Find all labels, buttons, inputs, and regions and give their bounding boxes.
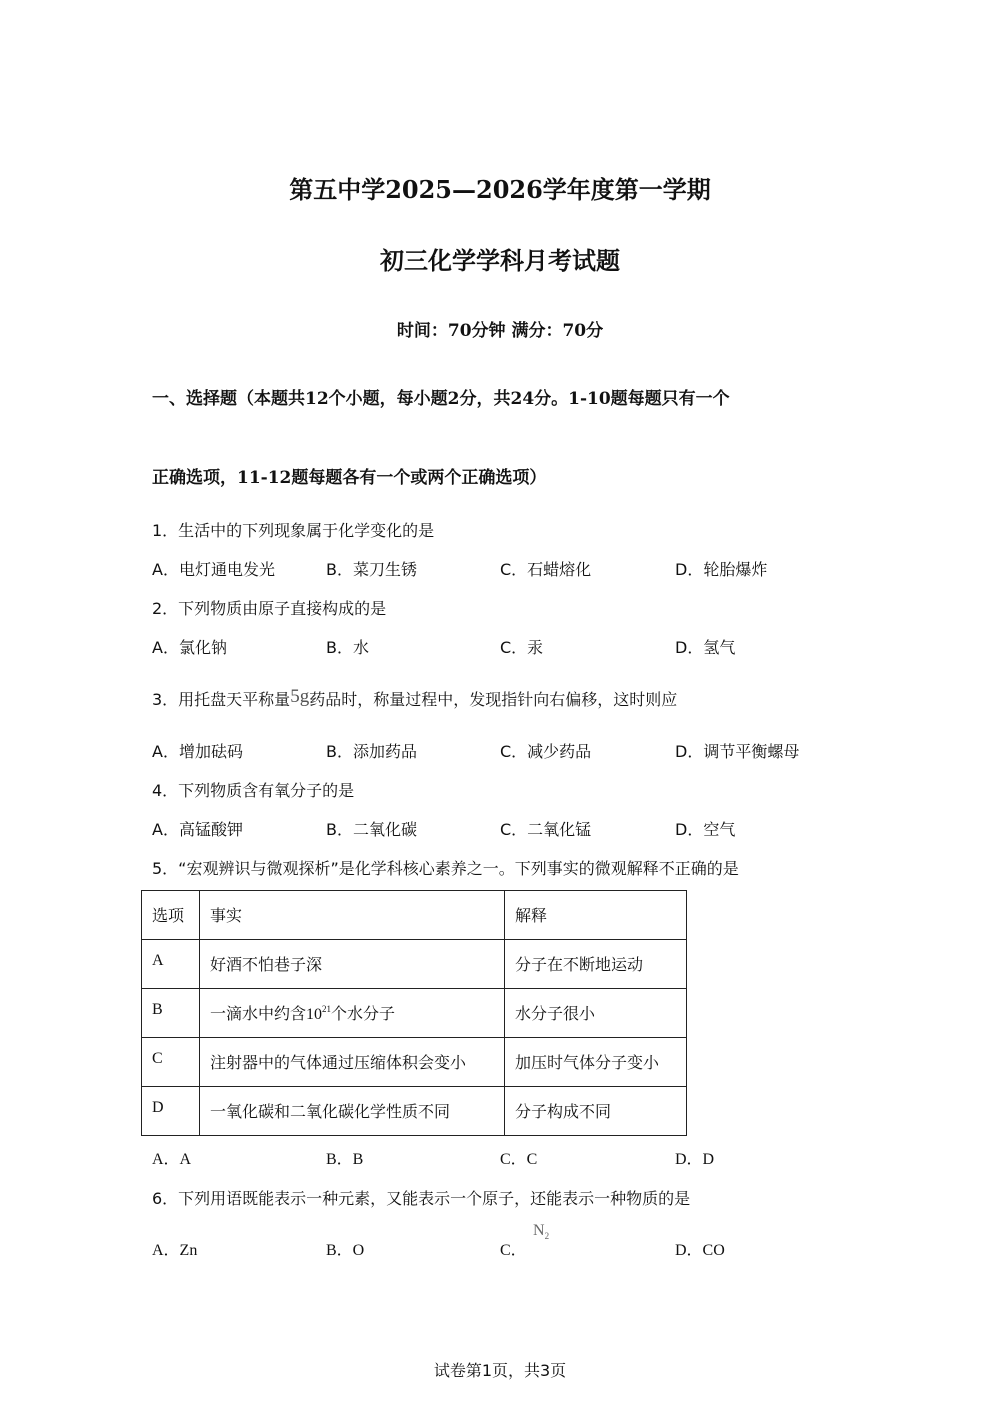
table-header-option: 选项 — [142, 891, 200, 940]
question-4-stem: 4．下列物质含有氧分子的是 — [152, 781, 355, 800]
question-5-option-b: B．B — [326, 1151, 364, 1168]
table-cell-explain: 加压时气体分子变小 — [505, 1038, 687, 1087]
fact-power-exponent: 21 — [322, 1004, 332, 1014]
formula-base: N — [533, 1222, 545, 1239]
table-header-fact: 事实 — [200, 891, 505, 940]
question-1-option-d: D．轮胎爆炸 — [675, 560, 768, 579]
question-3-option-b: B．添加药品 — [326, 742, 417, 761]
question-6-option-a: A．Zn — [152, 1242, 198, 1259]
formula-subscript: 2 — [544, 1231, 550, 1242]
question-6-option-c: C． — [500, 1242, 527, 1259]
question-6-option-d: D．CO — [675, 1242, 725, 1259]
table-cell-option: C — [142, 1038, 200, 1087]
question-3-option-d: D．调节平衡螺母 — [675, 742, 800, 761]
table-cell-option: B — [142, 989, 200, 1038]
question-2-option-c: C．汞 — [500, 638, 544, 657]
question-3-option-c: C．减少药品 — [500, 742, 592, 761]
table-cell-option: D — [142, 1087, 200, 1136]
exam-time-info: 时间：70分钟 满分：70分 — [396, 321, 604, 341]
question-3-formula: 5g — [290, 686, 310, 707]
question-5-stem: 5．“宏观辨识与微观探析”是化学科核心素养之一。下列事实的微观解释不正确的是 — [152, 859, 739, 878]
question-6-option-b: B．O — [326, 1242, 365, 1259]
fact-text-after: 个水分子 — [331, 1004, 396, 1023]
question-2-stem: 2．下列物质由原子直接构成的是 — [152, 599, 387, 618]
question-5-option-d: D．D — [675, 1151, 715, 1168]
question-5-option-c: C．C — [500, 1151, 538, 1168]
question-5-option-a: A．A — [152, 1151, 192, 1168]
table-cell-option: A — [142, 940, 200, 989]
question-1-option-a: A．电灯通电发光 — [152, 560, 275, 579]
question-2-option-b: B．水 — [326, 638, 369, 657]
question-1-option-c: C．石蜡熔化 — [500, 560, 592, 579]
page-footer: 试卷第1页，共3页 — [433, 1361, 567, 1380]
section-heading-line1: 一、选择题（本题共12个小题，每小题2分，共24分。1-10题每题只有一个 — [152, 389, 730, 409]
question-3-stem-before: 3．用托盘天平称量 — [152, 690, 291, 709]
question-1-stem: 1．生活中的下列现象属于化学变化的是 — [152, 521, 435, 540]
question-3-stem — [152, 687, 677, 711]
question-4-option-a: A．高锰酸钾 — [152, 820, 243, 839]
fact-text-before: 一滴水中约含 — [210, 1004, 307, 1023]
question-4-option-c: C．二氧化锰 — [500, 820, 592, 839]
table-row — [142, 1087, 687, 1136]
question-3-option-a: A．增加砝码 — [152, 742, 243, 761]
exam-title-line1: 第五中学2025—2026学年度第一学期 — [289, 175, 711, 204]
question-5-table — [141, 890, 687, 1136]
section-heading-line2: 正确选项，11-12题每题各有一个或两个正确选项） — [152, 468, 547, 488]
question-4-option-b: B．二氧化碳 — [326, 820, 417, 839]
question-6-option-c-formula — [533, 1222, 549, 1241]
table-cell-fact: 一氧化碳和二氧化碳化学性质不同 — [200, 1087, 505, 1136]
question-3-stem-after: 药品时，称量过程中，发现指针向右偏移，这时则应 — [309, 690, 678, 709]
question-4-option-d: D．空气 — [675, 820, 736, 839]
question-2-option-d: D．氢气 — [675, 638, 736, 657]
table-row — [142, 940, 687, 989]
table-cell-fact: 好酒不怕巷子深 — [200, 940, 505, 989]
table-cell-fact: 注射器中的气体通过压缩体积会变小 — [200, 1038, 505, 1087]
table-header-explain: 解释 — [505, 891, 687, 940]
question-6-stem: 6．下列用语既能表示一种元素，又能表示一个原子，还能表示一种物质的是 — [152, 1189, 691, 1208]
table-row — [142, 989, 687, 1038]
table-cell-explain: 分子在不断地运动 — [505, 940, 687, 989]
table-cell-explain: 分子构成不同 — [505, 1087, 687, 1136]
exam-title-line2: 初三化学学科月考试题 — [380, 246, 620, 275]
table-header-row — [142, 891, 687, 940]
table-cell-explain: 水分子很小 — [505, 989, 687, 1038]
question-1-option-b: B．菜刀生锈 — [326, 560, 417, 579]
table-row — [142, 1038, 687, 1087]
table-cell-fact — [200, 989, 505, 1038]
fact-power-base: 10 — [306, 1006, 323, 1023]
question-2-option-a: A．氯化钠 — [152, 638, 227, 657]
